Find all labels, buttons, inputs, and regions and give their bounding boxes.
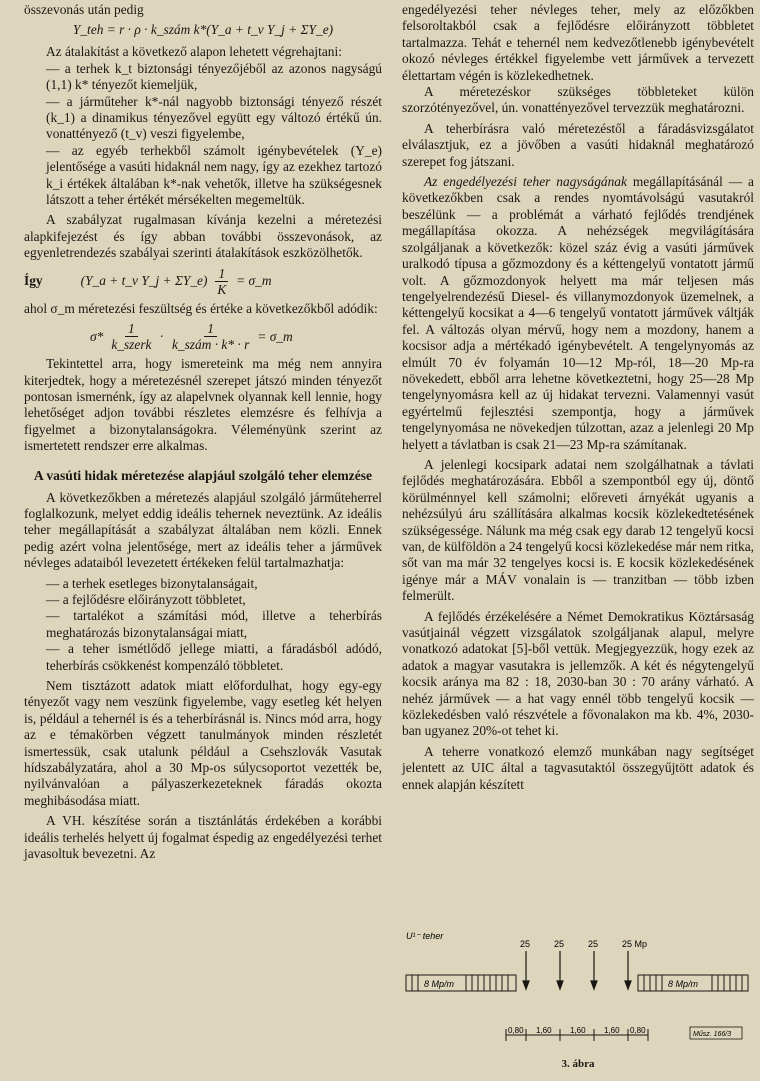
load-diagram xyxy=(402,925,754,1060)
load-diagram-svg xyxy=(402,925,754,1060)
load-label: 25 xyxy=(588,939,599,949)
distributed-load-right-label: 8 Mp/m xyxy=(668,979,699,989)
right-paragraph-6: A fejlődés érzékelésére a Német Demokratikus Köztársaság vasútjainál végzett vizsgálatok szolgáljanak alapul, melyre vonatkozó adatokat [5]-ből vettük. Megjegyezzük, hogy ezek az adatok a magyar vasutakra is jellemzők. A két és négytengelyű kocsik aránya ma 82 : 18, 2030-ban 30 : 70 arány várható. A nehéz járművek — a hat vagy ennél több tengelyű kocsik — közlekedésben való részvétele a fővonalakon ma kb. 4%, 2030-ban ugyanez 20%-ot tehet ki. xyxy=(402,608,754,739)
right-paragraph-5: A jelenlegi kocsipark adatai nem szolgálhatnak a távlati fejlődés meghatározására. Ebből a szempontból egy új, döntő körülménnyel kell számolni; előreveti árnyékát ugyanis a nehézsúlyú áru szállítására alkalmas kocsik közlekedtetésének szükségessége. Nálunk ma még csak egy darab 12 tengelyű kocsi van, de külföldön a 24 tengelyű kocsi közlekedése már nem ritka, sőt van ma már 32 tengelyes kocsi is. E kocsik közlekedésének igénye már a MÁV vonalain is — tranzitban — több izben felmerült. xyxy=(402,456,754,604)
denominator: K xyxy=(217,281,227,297)
dimension-label: 1,60 xyxy=(536,1026,552,1035)
left-paragraph-5: A következőkben a méretezés alapjául szolgáló járműteherrel foglalkozunk, melyet eddig ideális tehernek neveztünk. Az ideális teher megállapítását a szabályzat általában nem közli. Ennek pedig azért volna jelentősége, mert az ideális teher a járművek névleges adataiból levezetett értékeken felül tartalmazhatja: xyxy=(24,489,382,571)
left-column xyxy=(24,2,382,862)
stamp-label: Műsz. 166/3 xyxy=(693,1031,732,1038)
concentrated-loads xyxy=(520,939,647,989)
right-column xyxy=(402,2,754,793)
italic-phrase: Az engedélyezési teher nagyságának xyxy=(424,174,627,190)
formula-igy-result: = σ_m xyxy=(236,273,272,289)
fraction xyxy=(111,321,151,352)
left-paragraph-3: ahol σ_m méretezési feszültség és értéke a következőkből adódik: xyxy=(24,300,378,316)
figure-caption: 3. ábra xyxy=(561,1058,595,1070)
formula-igy xyxy=(24,266,382,297)
formula-igy-sum: (Y_a + t_v Y_j + ΣY_e) xyxy=(80,273,208,289)
left-list-2 xyxy=(24,576,382,674)
right-paragraph-2: A méretezéskor szükséges többleteket külön szorzótényezővel, ún. vonattényezővel tervezzük meghatározni. xyxy=(402,84,754,116)
dimension-label: 1,60 xyxy=(604,1026,620,1035)
left-paragraph-1: Az átalakítást a következő alapon lehetett végrehajtani: xyxy=(46,44,342,60)
list-item: — tartalékot a számítási mód, illetve a teherbírás meghatározás bizonytalanságai miatt, xyxy=(46,608,382,640)
left-paragraph-6: Nem tisztázott adatok miatt előfordulhat, hogy egy-egy tényezőt vagy nem veszünk figyelembe, vagy esetleg két helyen is, például a tehernél is és a teherbírásnál is. Nincs mód arra, hogy az e témakörben végzett tanulmányok minden részletét ismertessük, csak utalunk például a Csehszlovák Vasutak hídszabályzatára, ahol a 30 Mp-os súlycsoportot vezették be, nyilvánvalóan a pályaszerkezeteknek fáradás okozta meghibásodása miatt. xyxy=(24,678,382,808)
list-item: — a fejlődésre előirányzott többletet, xyxy=(46,591,246,607)
left-list-1 xyxy=(24,61,382,209)
sigma-star: σ* xyxy=(90,328,104,344)
right-paragraph-3: A teherbírásra való méretezéstől a fáradásvizsgálatot elválasztjuk, ez a jövőben a vasúti hidaknál meghatározó szerepet fog játszani. xyxy=(402,120,754,169)
load-label: 25 Mp xyxy=(622,939,648,949)
denominator: k_szám · k* · r xyxy=(171,337,250,353)
distributed-load-left xyxy=(406,975,516,991)
numerator: 1 xyxy=(215,266,228,282)
dimension-label: 1,60 xyxy=(570,1026,586,1035)
right-paragraph-1: engedélyezési teher névleges teher, mely az előzőkben felsoroltakból csak a fejlődésre előirányzott többletet tartalmazza. Tehát e tehernél nem kedvezőtlenebb igénybevételt okozó névleges értékkel figyelembe vett járművek a tervezett élettartam végén is közlekedhetnek. xyxy=(402,2,754,83)
left-paragraph-2: A szabályzat rugalmasan kívánja kezelni a méretezési alapkifejezést és így abban további összevonások, az egyenletrendezés szabályai szerinti átalakítások eszközölhetők. xyxy=(24,212,382,261)
list-item: — a terhek k_t biztonsági tényezőjéből az azonos nagyságú (1,1) k* tényezőt kiemeljük, xyxy=(46,60,382,93)
right-paragraph-7: A teherre vonatkozó elemző munkában nagy segítséget jelentett az UIC által a tagvasutaktól összegyűjtött adatok és ennek alapján készített xyxy=(402,743,754,792)
fraction xyxy=(172,321,249,352)
right-paragraph-4 xyxy=(402,174,754,453)
load-label: 25 xyxy=(520,939,531,949)
distributed-load-left-label: 8 Mp/m xyxy=(424,979,455,989)
load-label: 25 xyxy=(554,939,565,949)
distributed-load-right xyxy=(638,975,748,991)
paragraph-text: megállapításánál — a következőkben csak a rendes nyomtávolságú vasutakról beszélünk — a problémát a várható fejlődés trendjének megállapítása okozza. A nehézségek megvilágítására szolgáljanak a következők: közel száz évig a vasúti járművek uralkodó típusa a gőzmozdony és a kéttengelyű vontatott jármű volt. A gőzmozdonyok helyett ma már teljesen más tengelyelrendezésű Diesel- és villanymozdonyok üzemelnek, a kéttengelyű kocsikat a 4—6 tengelyű vontatott járművek váltják fel. A változás olyan mérvű, hogy nem a mozdony, hanem a kocsisor adja a mértékadó igénybevételt. A tengelynyomás az elmúlt 70 év folyamán 10—12 Mp-ról, 18—20 Mp-ra növekedett, ebből arra lehetne következtetni, hogy 25—28 Mp tengelynyomásra kell az új hidakat tervezni. Valamennyi vasút egyértelmű fejlesztési szempontja, hogy a járművek tengelynyomása ne növekedjen túlzottan, azaz a jelenlegi 20 Mp helyett a távlatban is csak 21—23 Mp-ra számítanak. xyxy=(402,174,755,452)
formula-sigma-result: = σ_m xyxy=(257,328,293,344)
formula-sigma xyxy=(90,321,382,352)
section-heading: A vasúti hidak méretezése alapjául szolgáló teher elemzése xyxy=(33,467,373,483)
dimension-line xyxy=(506,1026,648,1041)
numerator: 1 xyxy=(204,321,217,337)
dot-operator: · xyxy=(159,328,164,344)
numerator: 1 xyxy=(125,321,138,337)
dimension-label: 0,80 xyxy=(630,1026,646,1035)
list-item: — a teher ismétlődő jellege miatti, a fáradásból adódó, teherbírás csökkenést kompenzáló többletet. xyxy=(46,641,382,673)
left-paragraph-4: Tekintettel arra, hogy ismereteink ma még nem annyira kiterjedtek, hogy a méretezésnél szerepet játszó minden tényezőt pontosan ismernénk, így az alapelvnek olyannak kell lennie, hogy lehetőséget adjon további részletes elemzésre és felhívja a figyelmet a bizonytalanságokra. Véleményünk szerint az ismertetett rendszer erre alkalmas. xyxy=(24,356,382,454)
fraction xyxy=(215,266,228,297)
denominator: k_szerk xyxy=(111,337,152,353)
dimension-label: 0,80 xyxy=(508,1026,524,1035)
u-teher-label: U¹⁻ teher xyxy=(406,931,444,941)
formula-igy-word: Így xyxy=(24,273,43,289)
list-item: — a járműteher k*-nál nagyobb biztonsági tényező részét (k_1) a dinamikus tényezővel együtt egy változó értékű ún. vonattényező (t_v) veszi figyelembe, xyxy=(46,93,382,142)
list-item: — a terhek esetleges bizonytalanságait, xyxy=(46,575,258,591)
left-paragraph-7: A VH. készítése során a tisztánlátás érdekében a korábbi ideális terhelés helyett új fogalmat éspedig az engedélyezési terhet javasoltuk bevezetni. Az xyxy=(24,813,382,862)
formula-yteh: Y_teh = r · ρ · k_szám k*(Y_a + t_v Y_j + ΣY_e) xyxy=(72,22,334,38)
list-item: — az egyéb terhekből számolt igénybevételek (Y_e) jelentősége a vasúti hidaknál nem nagy, így az ezekhez tartozó k_i értékek általában k*-nak vehetők, illetve ha szükségesnek látszott a teher értékét mérsékelten megemeltük. xyxy=(46,142,382,208)
left-intro: összevonás után pedig xyxy=(24,2,144,17)
stamp xyxy=(690,1027,742,1039)
